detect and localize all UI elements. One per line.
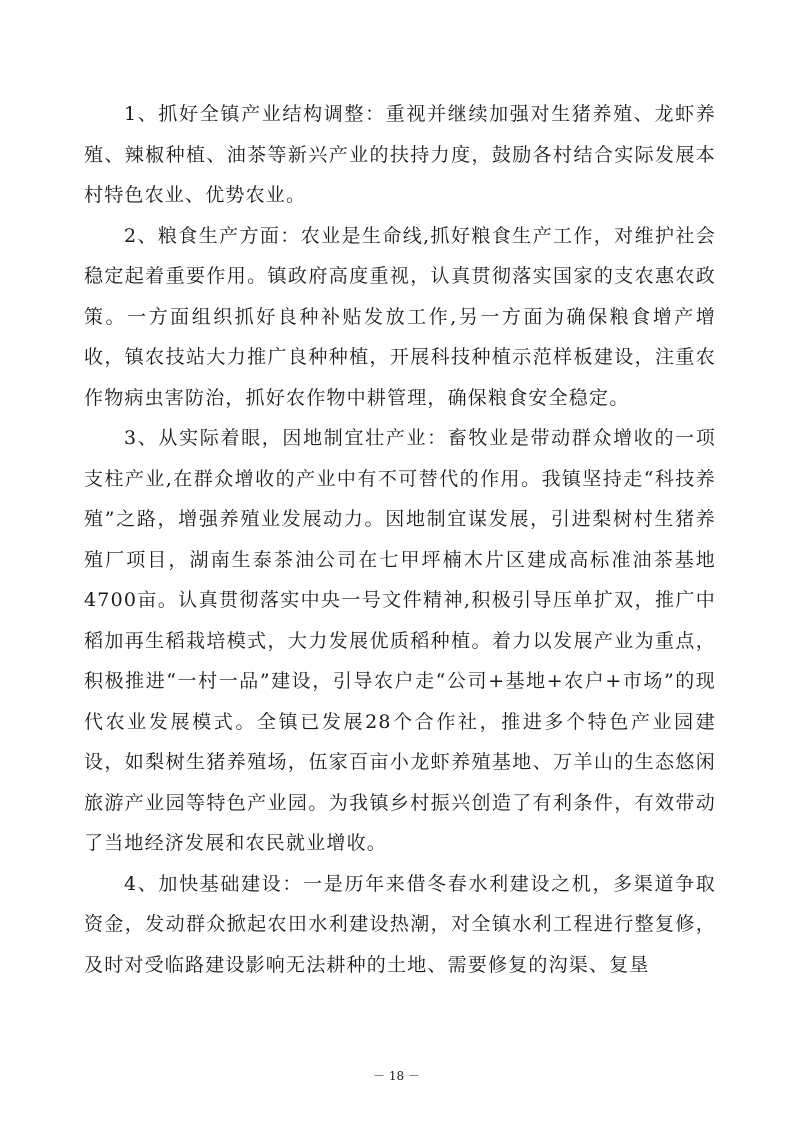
paragraph-2: 2、粮食生产方面：农业是生命线,抓好粮食生产工作，对维护社会稳定起着重要作用。镇政府高度重视，认真贯彻落实国家的支农惠农政策。一方面组织抓好良种补贴发放工作,另一方面为确保粮食增产增收，镇农技站大力推广良种种植，开展科技种植示范样板建设，注重农作物病虫害防治，抓好农作物中耕管理，确保粮食安全稳定。 <box>84 224 716 409</box>
document-body <box>84 94 716 985</box>
paragraph-1: 1、抓好全镇产业结构调整：重视并继续加强对生猪养殖、龙虾养殖、辣椒种植、油茶等新兴产业的扶持力度，鼓励各村结合实际发展本村特色农业、优势农业。 <box>84 103 716 206</box>
paragraph-4: 4、加快基础建设：一是历年来借冬春水利建设之机，多渠道争取资金，发动群众掀起农田水利建设热潮，对全镇水利工程进行整复修，及时对受临路建设影响无法耕种的土地、需要修复的沟渠、复垦 <box>84 872 716 976</box>
paragraph-3: 3、从实际着眼，因地制宜壮产业：畜牧业是带动群众增收的一项支柱产业,在群众增收的产业中有不可替代的作用。我镇坚持走“科技养殖”之路，增强养殖业发展动力。因地制宜谋发展，引进梨树村生猪养殖厂项目，湖南生泰茶油公司在七甲坪楠木片区建成高标准油茶基地4700亩。认真贯彻落实中央一号文件精神,积极引导压单扩双，推广中稻加再生稻栽培模式，大力发展优质稻种植。着力以发展产业为重点，积极推进“一村一品”建设，引导农户走“公司+基地+农户+市场”的现代农业发展模式。全镇已发展28个合作社，推进多个特色产业园建设，如梨树生猪养殖场，伍家百亩小龙虾养殖基地、万羊山的生态悠闲旅游产业园等特色产业园。为我镇乡村振兴创造了有利条件，有效带动了当地经济发展和农民就业增收。 <box>84 427 716 854</box>
page-number: － 18 － <box>373 1069 420 1083</box>
